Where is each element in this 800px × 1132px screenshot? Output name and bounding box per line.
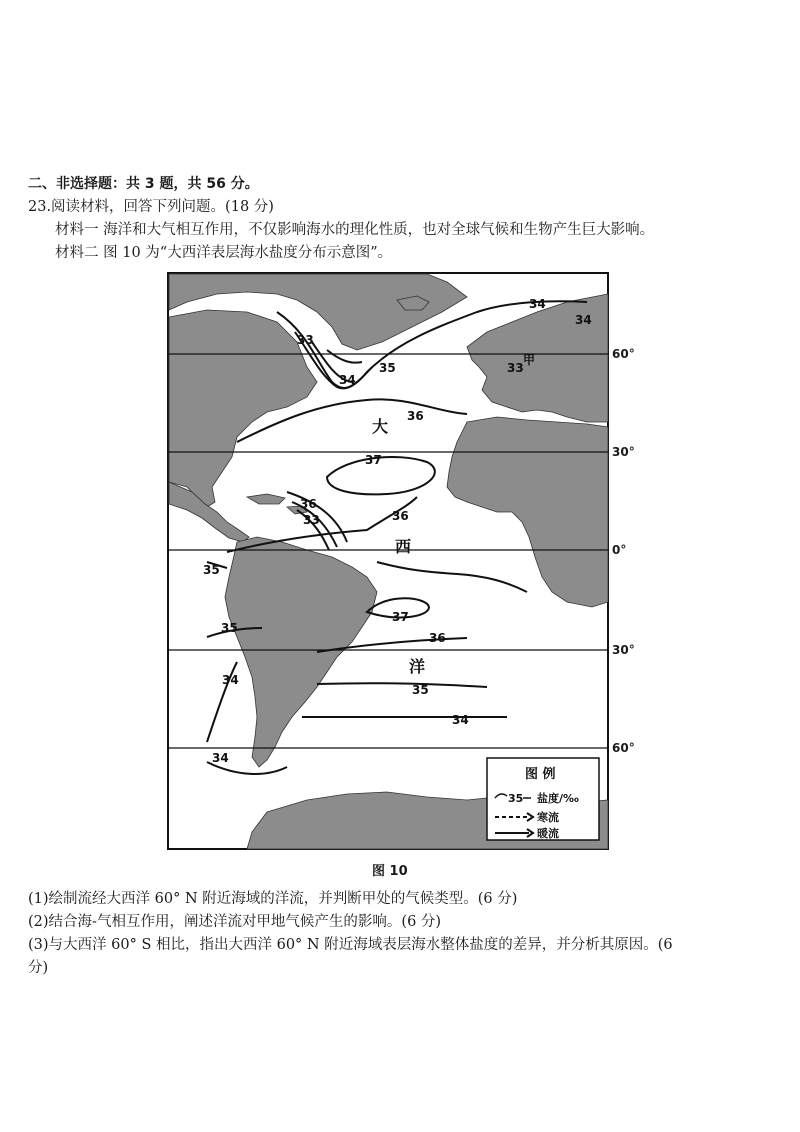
legend-salinity-label: 盐度/‰	[537, 792, 579, 805]
isohaline-label: 33	[303, 513, 320, 527]
lat-label-30n: 30°	[612, 445, 635, 459]
isohaline-label: 33	[297, 333, 314, 347]
isohaline-label: 34	[529, 297, 546, 311]
question-3: (3)与大西洋 60° S 相比，指出大西洋 60° N 附近海域表层海水整体盐度的差异，并分析其原因。(6	[28, 937, 673, 953]
isohaline-label: 36	[392, 509, 409, 523]
ocean-char: 洋	[409, 657, 426, 676]
material-one: 材料一 海洋和大气相互作用，不仅影响海水的理化性质，也对全球气候和生物产生巨大影响。	[55, 222, 655, 238]
isohaline-label: 37	[392, 610, 409, 624]
isohaline-label: 35	[379, 361, 396, 375]
lat-label-60n: 60°	[612, 347, 635, 361]
question-title: 23.阅读材料，回答下列问题。(18 分)	[28, 199, 274, 215]
legend-warm-label: 暖流	[537, 827, 559, 840]
isohaline-label: 35	[203, 563, 220, 577]
ocean-char: 西	[395, 537, 412, 556]
isohaline-label: 36	[429, 631, 446, 645]
isohaline-label: 36	[407, 409, 424, 423]
isohaline-label: 34	[452, 713, 469, 727]
lat-label-60s: 60°	[612, 741, 635, 755]
isohaline-label: 34	[575, 313, 592, 327]
isohaline-label: 37	[365, 453, 382, 467]
lat-label-0: 0°	[612, 543, 627, 557]
region-jia-label: 甲	[523, 353, 536, 367]
isohaline-label: 36	[300, 497, 317, 511]
isohaline-label: 34	[212, 751, 229, 765]
section-header: 二、非选择题：共 3 题，共 56 分。	[28, 176, 259, 192]
legend	[487, 758, 599, 840]
isohaline-label: 34	[339, 373, 356, 387]
isohaline-label: 34	[222, 673, 239, 687]
legend-salinity-symbol: 35	[508, 792, 524, 805]
legend-cold-label: 寒流	[537, 811, 559, 824]
question-3-cont: 分)	[28, 960, 49, 976]
legend-title: 图 例	[525, 767, 556, 782]
isohaline-label: 33	[507, 361, 524, 375]
question-1: (1)绘制流经大西洋 60° N 附近海域的洋流，并判断甲处的气候类型。(6 分)	[28, 891, 518, 907]
isohaline-label: 35	[221, 621, 238, 635]
figure-caption: 图 10	[372, 864, 408, 879]
ocean-char: 大	[372, 417, 389, 436]
question-2: (2)结合海-气相互作用，阐述洋流对甲地气候产生的影响。(6 分)	[28, 914, 442, 930]
isohaline-label: 35	[412, 683, 429, 697]
material-two: 材料二 图 10 为“大西洋表层海水盐度分布示意图”。	[55, 245, 393, 261]
atlantic-salinity-map	[167, 272, 609, 850]
lat-label-30s: 30°	[612, 643, 635, 657]
